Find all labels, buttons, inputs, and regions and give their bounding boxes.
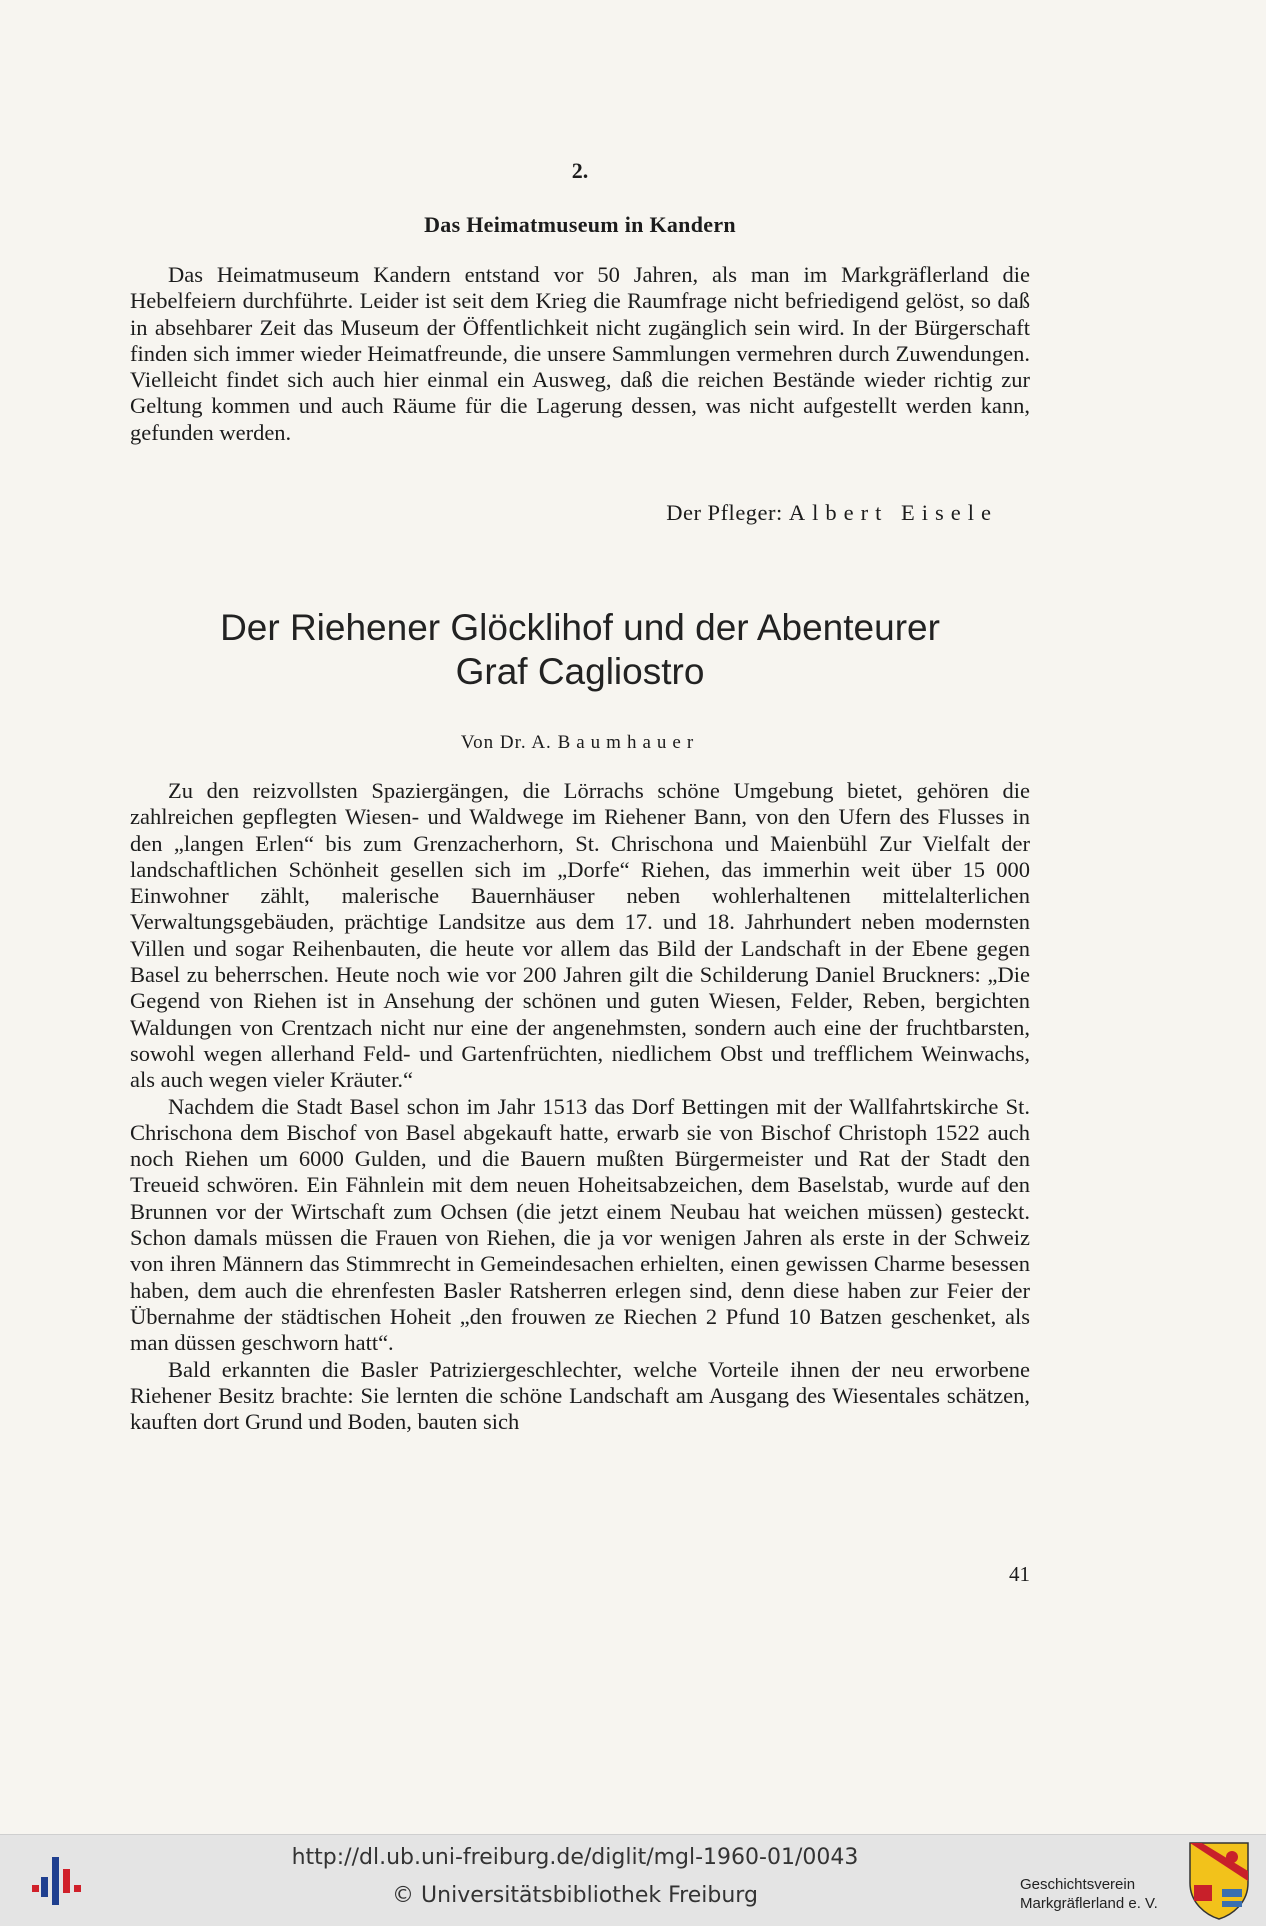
article-title-line-2: Graf Cagliostro (455, 651, 705, 692)
section-number: 2. (571, 158, 589, 183)
publisher-line-1: Geschichtsverein (1020, 1876, 1136, 1893)
viewer-footer (0, 1834, 1266, 1926)
coat-of-arms-icon[interactable] (1188, 1841, 1250, 1921)
page-number: 41 (1009, 1562, 1030, 1586)
author-name: Baumhauer (557, 732, 700, 753)
section-title: Das Heimatmuseum in Kandern (424, 212, 736, 237)
article-author (0, 732, 1160, 754)
section-signer (666, 500, 998, 526)
publisher-line-2: Markgräflerland e. V. (1020, 1895, 1158, 1912)
article-paragraph: Nachdem die Stadt Basel schon im Jahr 1513 das Dorf Bettingen mit der Wallfahrtskirche St. Chrischona dem Bischof von Basel abgekauft hatte, erwarb sie von Bischof Christoph 1522 auch noch Riehen um 6000 Gulden, und die Bauern mußten Bürgermeister und Rat der Stadt den Treueid schwören. Ein Fähnlein mit dem neuen Hoheitsabzeichen, dem Baselstab, wurde auf den Brunnen vor der Wirtschaft zum Ochsen (die jetzt einem Neubau hat weichen müssen) gesteckt. Schon damals müssen die Frauen von Riehen, die ja vor wenigen Jahren als erste in der Schweiz von ihren Männern das Stimmrecht in Gemeindesachen erhielten, einen gewissen Charme besessen haben, dem auch die ehrenfesten Basler Ratsherren erlegen sind, denn diese haben zur Feier der Übernahme der städtischen Hoheit „den frouwen ze Riechen 2 Pfund 10 Batzen geschenket, als man düssen geschworn hatt“. (130, 1093, 1030, 1356)
signer-prefix: Der Pfleger: (666, 500, 783, 525)
publisher-name (1020, 1875, 1158, 1913)
article-title-line-1: Der Riehener Glöcklihof und der Abenteurer (220, 607, 940, 648)
article-body (130, 778, 1030, 1435)
copyright-text: © Universitätsbibliothek Freiburg (392, 1883, 758, 1908)
signer-name: Albert Eisele (788, 500, 998, 525)
article-paragraph: Bald erkannten die Basler Patriziergeschlechter, welche Vorteile ihnen der neu erworbene Riehener Besitz brachte: Sie lernten die schöne Landschaft am Ausgang des Wiesentales schätzen, kauften dort Grund und Boden, bauten sich (130, 1356, 1030, 1435)
article-paragraph: Zu den reizvollsten Spaziergängen, die Lörrachs schöne Umgebung bietet, gehören die zahlreichen gepflegten Wiesen- und Waldwege im Riehener Bann, von den Ufern des Flusses in den „langen Erlen“ bis zum Grenzacherhorn, St. Chrischona und Maienbühl Zur Vielfalt der landschaftlichen Schönheit gesellen sich im „Dorfe“ Riehen, das immerhin weit über 15 000 Einwohner zählt, malerische Bauernhäuser neben wohlerhaltenen mittelalterlichen Verwaltungsgebäuden, prächtige Landsitze aus dem 17. und 18. Jahrhundert neben modernsten Villen und sogar Reihenbauten, die heute vor allem das Bild der Landschaft in der Ebene gegen Basel zu beherrschen. Heute noch wie vor 200 Jahren gilt die Schilderung Daniel Bruckners: „Die Gegend von Riehen ist in Ansehung der schönen und guten Wiesen, Felder, Reben, bergichten Waldungen von Crentzach nicht nur eine der angenehmsten, sondern auch eine der fruchtbarsten, sowohl wegen allerhand Feld- und Gartenfrüchten, niedlichem Obst und trefflichem Weinwachs, als auch wegen vieler Kräuter.“ (130, 778, 1030, 1093)
author-prefix: Von Dr. A. (460, 732, 552, 753)
article-title (0, 606, 1160, 694)
document-url-link[interactable]: http://dl.ub.uni-freiburg.de/diglit/mgl-1960-01/0043 (291, 1845, 859, 1870)
section-paragraph: Das Heimatmuseum Kandern entstand vor 50 Jahren, als man im Markgräflerland die Hebelfeiern durchführte. Leider ist seit dem Krieg die Raumfrage nicht befriedigend gelöst, so daß in absehbarer Zeit das Museum der Öffentlichkeit nicht zugänglich sein wird. In der Bürgerschaft finden sich immer wieder Heimatfreunde, die unsere Sammlungen vermehren durch Zuwendungen. Vielleicht findet sich auch hier einmal ein Ausweg, daß die reichen Bestände wieder richtig zur Geltung kommen und auch Räume für die Lagerung dessen, was nicht aufgestellt werden kann, gefunden werden. (130, 262, 1030, 445)
